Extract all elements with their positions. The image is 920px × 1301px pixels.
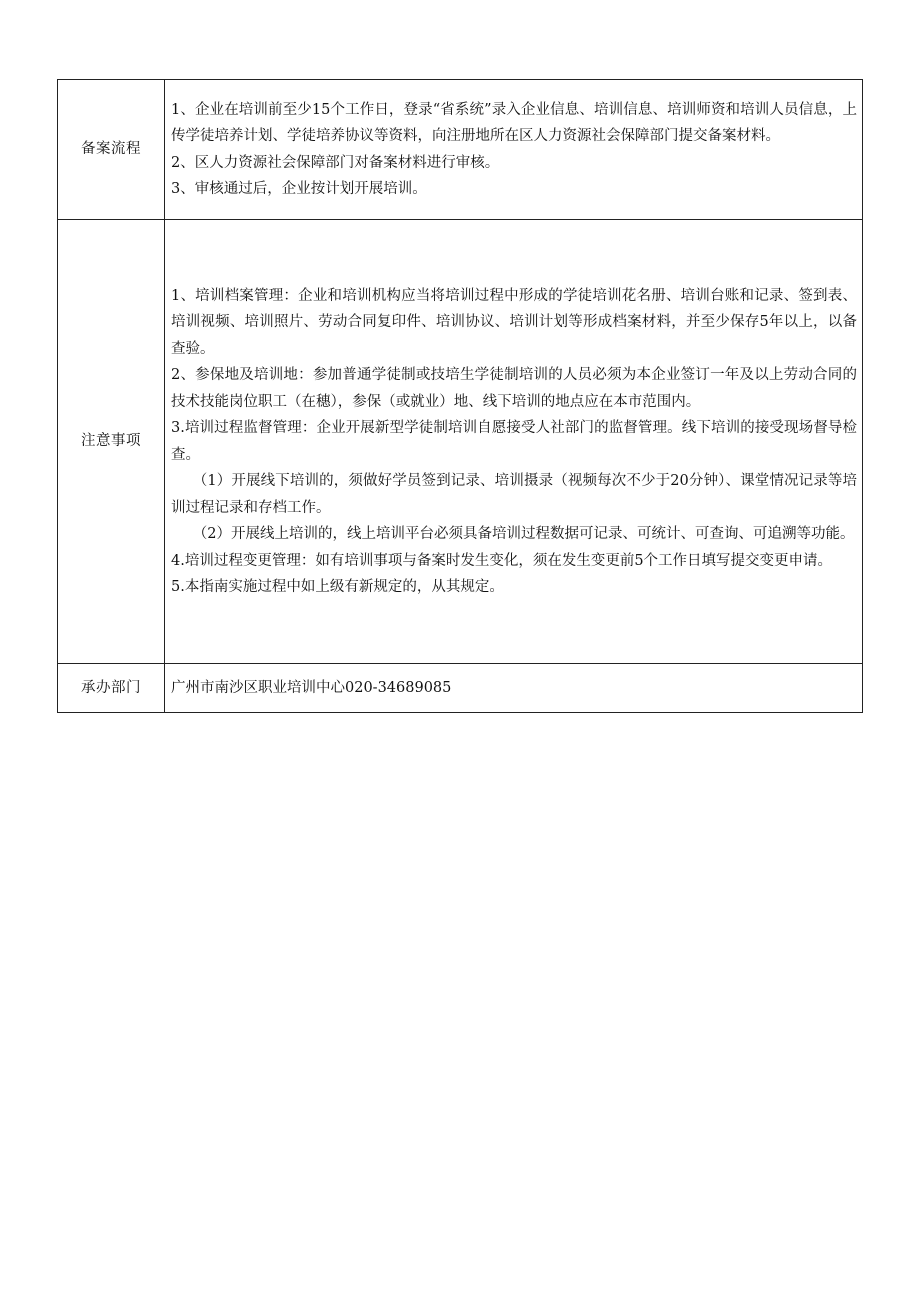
table-row-notes [58,220,863,664]
department-value: 广州市南沙区职业培训中心020-34689085 [165,664,863,713]
note-change-management: 4.培训过程变更管理：如有培训事项与备案时发生变化，须在发生变更前5个工作日填写提交变更申请。 [171,552,833,569]
guide-table [57,79,863,713]
note-supervision-offline: （1）开展线下培训的，须做好学员签到记录、培训摄录（视频每次不少于20分钟）、课堂情况记录等培训过程记录和存档工作。 [171,473,857,516]
table-row-department [58,664,863,713]
note-supervision-online: （2）开展线上培训的，线上培训平台必须具备培训过程数据可记录、可统计、可查询、可追溯等功能。 [192,526,855,542]
table-row-filing-process [58,80,863,220]
filing-step-1: 1、企业在培训前至少15个工作日，登录“省系统”录入企业信息、培训信息、培训师资和培训人员信息，上传学徒培养计划、学徒培养协议等资料，向注册地所在区人力资源社会保障部门提交备案材料。 [171,101,857,144]
department-label: 承办部门 [58,664,165,713]
note-supervision: 3.培训过程监督管理：企业开展新型学徒制培训自愿接受人社部门的监督管理。线下培训的接受现场督导检查。 [171,420,857,463]
filing-step-3: 3、审核通过后，企业按计划开展培训。 [171,181,427,197]
filing-process-label: 备案流程 [58,80,165,220]
note-new-rules: 5.本指南实施过程中如上级有新规定的，从其规定。 [171,579,504,595]
note-archive-management: 1、培训档案管理：企业和培训机构应当将培训过程中形成的学徒培训花名册、培训台账和记录、签到表、培训视频、培训照片、劳动合同复印件、培训协议、培训计划等形成档案材料，并至少保存5年以上，以备查验。 [171,287,857,357]
notes-content [165,220,863,664]
filing-process-content [165,80,863,220]
note-insurance-location: 2、参保地及培训地：参加普通学徒制或技培生学徒制培训的人员必须为本企业签订一年及以上劳动合同的技术技能岗位职工（在穗），参保（或就业）地、线下培训的地点应在本市范围内。 [171,367,857,410]
filing-step-2: 2、区人力资源社会保障部门对备案材料进行审核。 [171,154,500,171]
notes-label: 注意事项 [58,220,165,664]
